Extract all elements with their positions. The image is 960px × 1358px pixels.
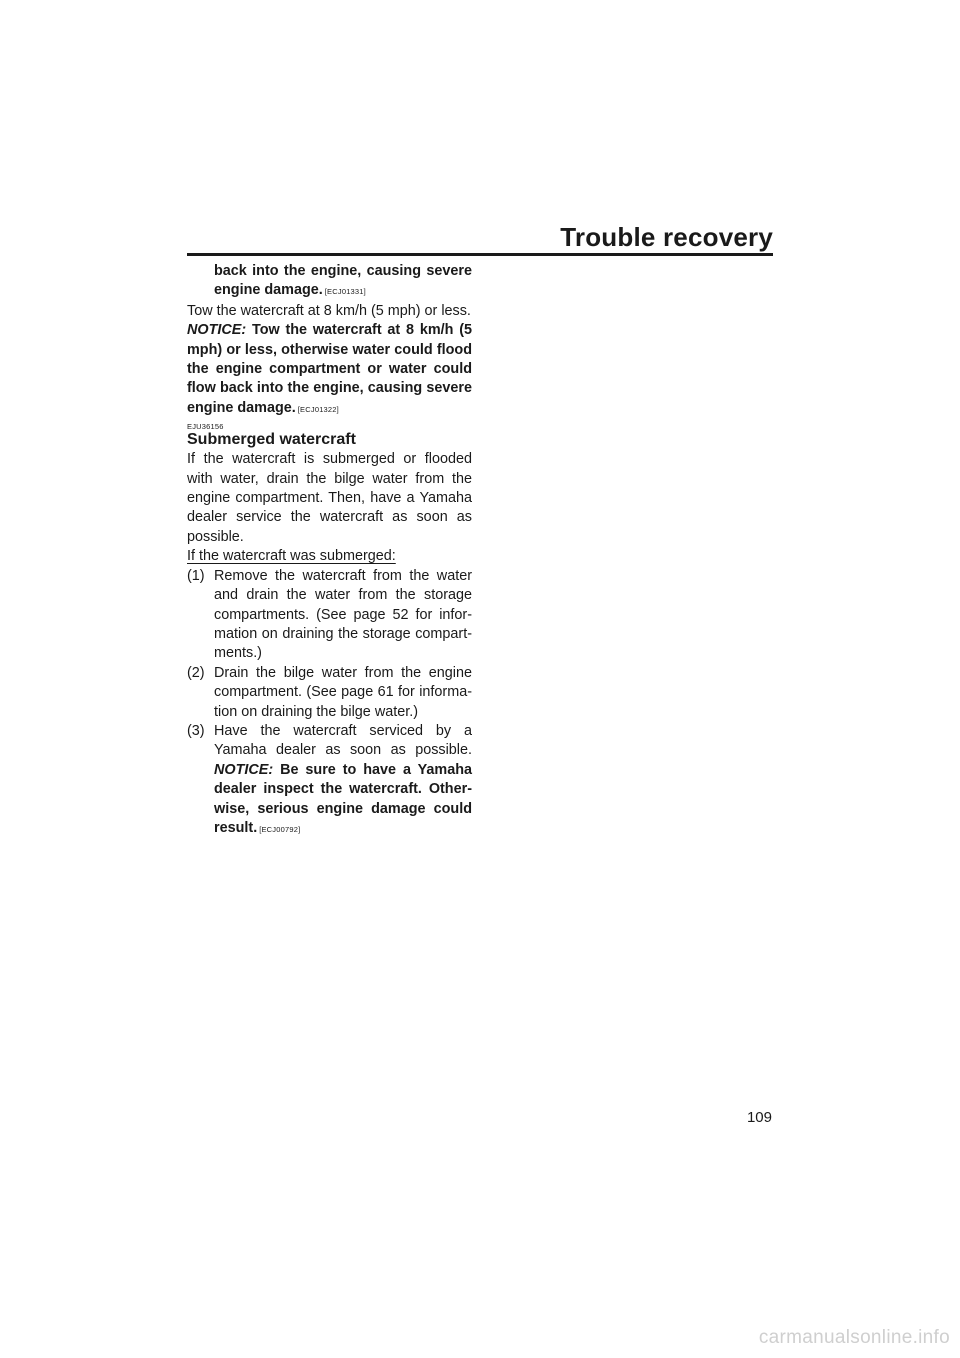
- warning-code: [ECJ01331]: [324, 287, 366, 297]
- tow-notice: [187, 321, 472, 419]
- step-item: [187, 664, 472, 722]
- header-rule: [187, 253, 773, 256]
- step-number: (2): [187, 664, 205, 681]
- page-number: 109: [746, 1109, 772, 1126]
- page-title: Trouble recovery: [560, 222, 773, 252]
- notice-label: NOTICE:: [214, 761, 274, 778]
- content-column: [187, 262, 472, 839]
- step-notice: [214, 762, 472, 836]
- step-text: Remove the watercraft from the water and drain the water from the storage compartments. (See page 52 for infor-mation on draining the storage compart-ments.): [214, 567, 472, 662]
- step-notice-text: Be sure to have a Yamaha dealer inspect the watercraft. Other-wise, serious engine damage could result.: [214, 761, 473, 836]
- step-text: Drain the bilge water from the engine compartment. (See page 61 for informa-tion on draining the bilge water.): [214, 664, 472, 720]
- step-text: Have the watercraft serviced by a Yamaha dealer as soon as possible.: [214, 722, 472, 759]
- notice-code: [ECJ00792]: [259, 824, 301, 834]
- tow-instruction: Tow the watercraft at 8 km/h (5 mph) or less.: [187, 302, 471, 319]
- subheading: [187, 547, 472, 566]
- tow-notice-text: Tow the watercraft at 8 km/h (5 mph) or less, otherwise water could flood the engine compartment or water could flow back into the engine, causing severe engine damage.: [187, 322, 472, 416]
- section-code: EJU36156: [187, 422, 224, 432]
- continued-warning-text: back into the engine, causing severe engine damage.: [214, 263, 472, 299]
- step-number: (1): [187, 567, 205, 584]
- notice-code: [ECJ01322]: [297, 404, 339, 414]
- step-number: (3): [187, 722, 205, 739]
- continued-warning: [187, 262, 472, 302]
- section-heading: Submerged watercraft: [187, 431, 356, 449]
- step-body: [214, 722, 472, 839]
- notice-label: NOTICE:: [187, 322, 247, 339]
- section-intro: If the watercraft is submerged or flooded with water, drain the bilge water from the engine compartment. Then, have a Yamaha dealer service the watercraft as soon as possible.: [187, 451, 472, 545]
- watermark: carmanualsonline.info: [758, 1327, 950, 1348]
- step-item: [187, 722, 472, 839]
- step-item: [187, 567, 472, 664]
- subheading-text: If the watercraft was submerged:: [187, 548, 396, 565]
